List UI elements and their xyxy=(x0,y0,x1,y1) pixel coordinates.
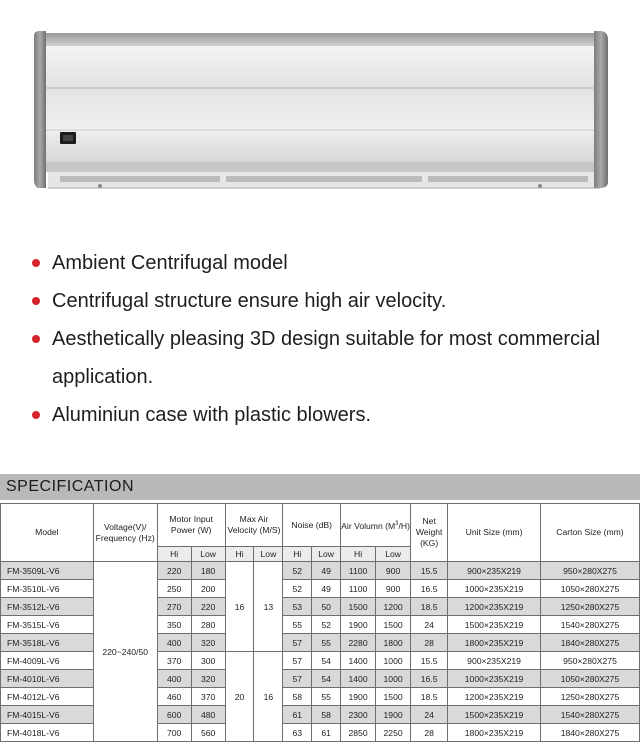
cell-carton-size: 1840×280X275 xyxy=(540,724,639,742)
cell-motor-hi: 250 xyxy=(157,580,191,598)
cell-noise-hi: 63 xyxy=(283,724,312,742)
header-noise: Noise (dB) xyxy=(283,504,341,547)
cell-unit-size: 1800×235X219 xyxy=(448,634,541,652)
cell-model: FM-3510L-V6 xyxy=(1,580,94,598)
cell-air-low: 900 xyxy=(376,580,411,598)
feature-item xyxy=(0,320,640,396)
cell-weight: 24 xyxy=(411,706,448,724)
cell-noise-hi: 58 xyxy=(283,688,312,706)
cell-air-low: 1800 xyxy=(376,634,411,652)
cell-velocity-low: 13 xyxy=(254,562,283,652)
cell-air-hi: 1900 xyxy=(341,616,376,634)
cell-carton-size: 1540×280X275 xyxy=(540,616,639,634)
cell-model: FM-4010L-V6 xyxy=(1,670,94,688)
cell-noise-low: 55 xyxy=(312,688,341,706)
cell-noise-low: 61 xyxy=(312,724,341,742)
cell-noise-hi: 57 xyxy=(283,670,312,688)
bullet-icon xyxy=(32,297,40,305)
cell-motor-low: 560 xyxy=(191,724,225,742)
cell-air-hi: 1400 xyxy=(341,670,376,688)
cell-unit-size: 900×235X219 xyxy=(448,652,541,670)
cell-carton-size: 1540×280X275 xyxy=(540,706,639,724)
specification-table xyxy=(0,503,640,742)
cell-motor-hi: 270 xyxy=(157,598,191,616)
subheader-low: Low xyxy=(376,547,411,562)
cell-unit-size: 1200×235X219 xyxy=(448,688,541,706)
cell-carton-size: 950×280X275 xyxy=(540,652,639,670)
subheader-low: Low xyxy=(191,547,225,562)
header-air-velocity: Max Air Velocity (M/S) xyxy=(225,504,283,547)
cell-noise-low: 49 xyxy=(312,580,341,598)
cell-weight: 15.5 xyxy=(411,562,448,580)
cell-air-low: 1900 xyxy=(376,706,411,724)
cell-motor-hi: 400 xyxy=(157,634,191,652)
cell-unit-size: 1800×235X219 xyxy=(448,724,541,742)
header-motor-power: Motor Input Power (W) xyxy=(157,504,225,547)
cell-air-hi: 1900 xyxy=(341,688,376,706)
bullet-icon xyxy=(32,335,40,343)
cell-motor-low: 320 xyxy=(191,670,225,688)
feature-text: Aluminiun case with plastic blowers. xyxy=(52,404,372,426)
cell-motor-hi: 700 xyxy=(157,724,191,742)
cell-velocity-hi: 20 xyxy=(225,652,254,742)
cell-air-low: 1000 xyxy=(376,652,411,670)
table-row xyxy=(1,562,640,580)
cell-noise-low: 54 xyxy=(312,670,341,688)
cell-motor-low: 180 xyxy=(191,562,225,580)
cell-unit-size: 1500×235X219 xyxy=(448,616,541,634)
cell-noise-low: 55 xyxy=(312,634,341,652)
cell-air-low: 900 xyxy=(376,562,411,580)
cell-model: FM-3509L-V6 xyxy=(1,562,94,580)
header-voltage: Voltage(V)/ Frequency (Hz) xyxy=(93,504,157,562)
cell-motor-hi: 350 xyxy=(157,616,191,634)
cell-air-hi: 2850 xyxy=(341,724,376,742)
subheader-hi: Hi xyxy=(157,547,191,562)
cell-air-hi: 1500 xyxy=(341,598,376,616)
cell-noise-hi: 52 xyxy=(283,580,312,598)
cell-carton-size: 1250×280X275 xyxy=(540,688,639,706)
cell-unit-size: 1000×235X219 xyxy=(448,670,541,688)
cell-motor-hi: 400 xyxy=(157,670,191,688)
cell-weight: 28 xyxy=(411,634,448,652)
feature-text: Aesthetically pleasing 3D design suitable for most commercial application. xyxy=(52,328,601,388)
cell-air-hi: 2280 xyxy=(341,634,376,652)
cell-air-low: 2250 xyxy=(376,724,411,742)
cell-model: FM-4009L-V6 xyxy=(1,652,94,670)
feature-list xyxy=(0,244,640,434)
cell-noise-hi: 52 xyxy=(283,562,312,580)
subheader-hi: Hi xyxy=(225,547,254,562)
specification-table-body xyxy=(1,562,640,742)
cell-weight: 28 xyxy=(411,724,448,742)
cell-noise-hi: 53 xyxy=(283,598,312,616)
cell-motor-low: 480 xyxy=(191,706,225,724)
cell-noise-low: 52 xyxy=(312,616,341,634)
header-air-volume-text: Air Volumn (M xyxy=(341,520,396,531)
bullet-icon xyxy=(32,411,40,419)
header-net-weight: Net Weight (KG) xyxy=(411,504,448,562)
feature-item xyxy=(0,396,640,434)
cell-carton-size: 950×280X275 xyxy=(540,562,639,580)
header-model: Model xyxy=(1,504,94,562)
cell-voltage: 220~240/50 xyxy=(93,562,157,742)
cell-motor-low: 300 xyxy=(191,652,225,670)
bullet-icon xyxy=(32,259,40,267)
cell-carton-size: 1050×280X275 xyxy=(540,580,639,598)
cell-weight: 18.5 xyxy=(411,688,448,706)
cell-unit-size: 1200×235X219 xyxy=(448,598,541,616)
header-air-volume xyxy=(341,504,411,547)
cell-carton-size: 1840×280X275 xyxy=(540,634,639,652)
cell-model: FM-4018L-V6 xyxy=(1,724,94,742)
feature-item xyxy=(0,244,640,282)
cell-noise-low: 58 xyxy=(312,706,341,724)
cell-motor-hi: 370 xyxy=(157,652,191,670)
subheader-hi: Hi xyxy=(341,547,376,562)
cell-noise-hi: 55 xyxy=(283,616,312,634)
cell-motor-hi: 220 xyxy=(157,562,191,580)
cell-air-hi: 2300 xyxy=(341,706,376,724)
feature-text: Centrifugal structure ensure high air velocity. xyxy=(52,290,447,312)
subheader-low: Low xyxy=(254,547,283,562)
cell-carton-size: 1250×280X275 xyxy=(540,598,639,616)
cell-air-hi: 1400 xyxy=(341,652,376,670)
cell-weight: 24 xyxy=(411,616,448,634)
cell-air-low: 1000 xyxy=(376,670,411,688)
cell-air-low: 1500 xyxy=(376,616,411,634)
cell-weight: 16.5 xyxy=(411,580,448,598)
cell-noise-low: 54 xyxy=(312,652,341,670)
cell-noise-hi: 57 xyxy=(283,634,312,652)
cell-air-hi: 1100 xyxy=(341,580,376,598)
cell-air-low: 1200 xyxy=(376,598,411,616)
specification-header-bar xyxy=(0,474,640,500)
header-air-volume-sup: 3 xyxy=(395,520,399,527)
cell-velocity-low: 16 xyxy=(254,652,283,742)
cell-noise-hi: 57 xyxy=(283,652,312,670)
cell-air-low: 1500 xyxy=(376,688,411,706)
header-unit-size: Unit Size (mm) xyxy=(448,504,541,562)
subheader-hi: Hi xyxy=(283,547,312,562)
cell-noise-hi: 61 xyxy=(283,706,312,724)
feature-text: Ambient Centrifugal model xyxy=(52,252,288,274)
cell-unit-size: 1500×235X219 xyxy=(448,706,541,724)
cell-motor-low: 220 xyxy=(191,598,225,616)
header-carton-size: Carton Size (mm) xyxy=(540,504,639,562)
cell-motor-low: 370 xyxy=(191,688,225,706)
cell-noise-low: 50 xyxy=(312,598,341,616)
cell-motor-low: 200 xyxy=(191,580,225,598)
cell-model: FM-3518L-V6 xyxy=(1,634,94,652)
cell-air-hi: 1100 xyxy=(341,562,376,580)
cell-unit-size: 900×235X219 xyxy=(448,562,541,580)
cell-model: FM-3512L-V6 xyxy=(1,598,94,616)
cell-motor-hi: 600 xyxy=(157,706,191,724)
cell-carton-size: 1050×280X275 xyxy=(540,670,639,688)
air-curtain-product-image xyxy=(0,0,640,240)
cell-model: FM-3515L-V6 xyxy=(1,616,94,634)
specification-title: SPECIFICATION xyxy=(6,478,134,495)
cell-velocity-hi: 16 xyxy=(225,562,254,652)
cell-model: FM-4012L-V6 xyxy=(1,688,94,706)
cell-noise-low: 49 xyxy=(312,562,341,580)
cell-motor-low: 320 xyxy=(191,634,225,652)
cell-motor-low: 280 xyxy=(191,616,225,634)
cell-unit-size: 1000×235X219 xyxy=(448,580,541,598)
subheader-low: Low xyxy=(312,547,341,562)
cell-weight: 15.5 xyxy=(411,652,448,670)
cell-model: FM-4015L-V6 xyxy=(1,706,94,724)
header-air-volume-unit: /H) xyxy=(398,520,410,531)
cell-motor-hi: 460 xyxy=(157,688,191,706)
feature-item xyxy=(0,282,640,320)
cell-weight: 18.5 xyxy=(411,598,448,616)
cell-weight: 16.5 xyxy=(411,670,448,688)
